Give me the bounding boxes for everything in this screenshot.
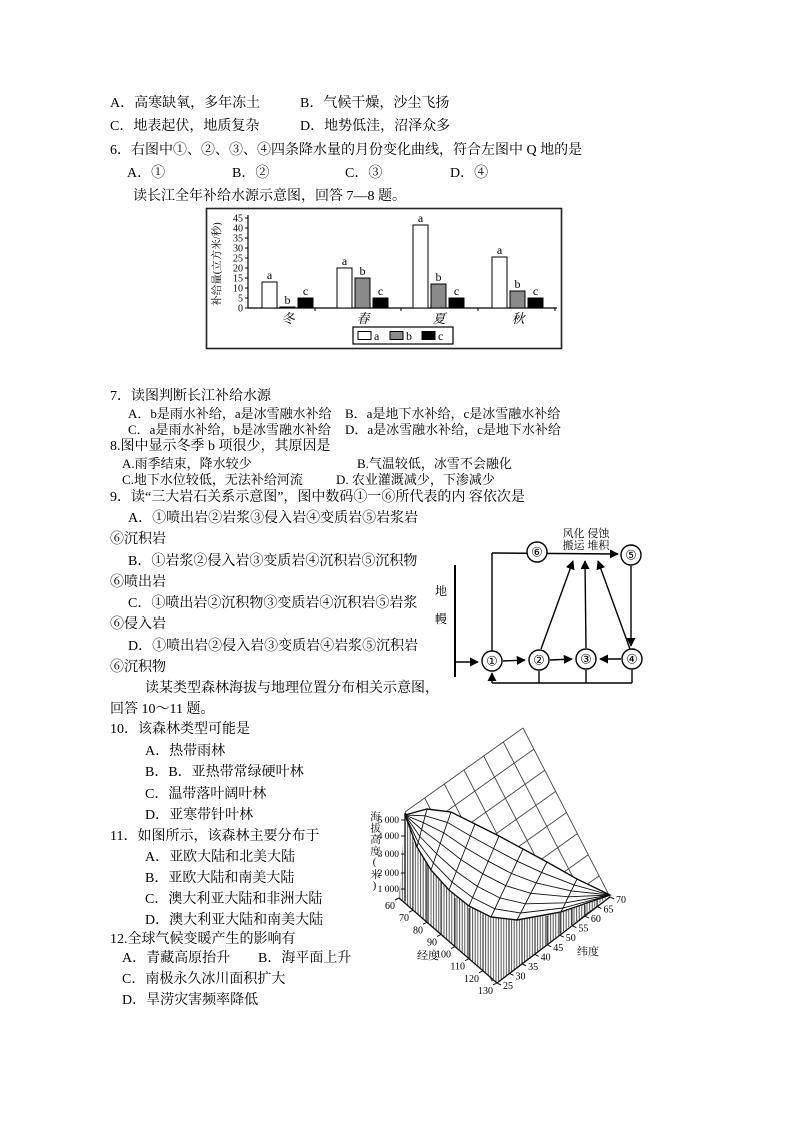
option: C．a是雨水补给，b是冰雪融水补给 (128, 422, 331, 437)
y-tick (597, 907, 601, 909)
option: D．旱涝灾害频率降低 (122, 993, 259, 1008)
mantle-label: 地 (434, 584, 448, 598)
option: C．③ (345, 166, 383, 181)
z-tick-label: 4 000 (377, 832, 399, 842)
node-label: ① (486, 653, 498, 669)
y-tick-label: 60 (590, 914, 601, 926)
x-category-label: 冬 (281, 311, 295, 326)
y-tick-label: 45 (233, 213, 243, 225)
y-tick-label: 65 (603, 904, 614, 916)
y-tick-label: 70 (616, 894, 627, 906)
bar-value-label: b (359, 264, 366, 278)
node-label: ⑤ (625, 547, 637, 563)
node-3 (576, 649, 596, 669)
process-label: 搬运 堆积 (562, 540, 610, 552)
y-tick-label: 20 (233, 263, 243, 275)
option: A．高寒缺氧，多年冻土 (110, 96, 261, 111)
bar-b (280, 307, 295, 308)
y-tick-label: 40 (540, 952, 551, 964)
bar-value-label: b (284, 293, 291, 307)
x-tick (423, 922, 427, 924)
bar-a (337, 268, 352, 308)
y-tick (572, 926, 576, 928)
bar-a (492, 257, 507, 308)
option: A．① (127, 166, 166, 181)
legend-label: b (406, 329, 412, 343)
y-tick-label: 15 (233, 273, 243, 285)
x-tick (437, 934, 441, 936)
option: B．B．亚热带常绿硬叶林 (145, 765, 304, 780)
arrow-3-up (585, 561, 586, 648)
option: C.地下水位较低，无法补给河流 (122, 472, 303, 487)
process-label: 风化 侵蚀 (562, 528, 610, 540)
option-wrap: ⑥沉积物 (110, 660, 166, 675)
x-tick (493, 983, 497, 985)
question-stem: 9．读“三大岩石关系示意图”，图中数码①一⑥所代表的内 容依次是 (110, 490, 525, 505)
x-tick-label: 60 (385, 901, 395, 912)
bar-c (298, 298, 313, 308)
option: B．海平面上升 (258, 951, 352, 966)
bar-a (262, 282, 277, 308)
question-stem: 12.全球气候变暖产生的影响有 (110, 932, 296, 947)
rock-cycle-diagram (430, 515, 680, 700)
y-tick-label: 30 (515, 971, 526, 983)
z-tick-label: 5 000 (377, 816, 399, 826)
bar-value-label: a (266, 268, 273, 282)
x-tick (479, 971, 483, 973)
y-tick-label: 0 (238, 303, 243, 315)
x-tick-label: 70 (399, 913, 409, 925)
bar-value-label: a (341, 254, 348, 268)
bar-value-label: b (435, 270, 442, 284)
y-tick-label: 35 (528, 961, 539, 973)
node-5 (621, 545, 641, 565)
arrow-1-to-2 (503, 660, 525, 661)
bar-value-label: a (496, 243, 503, 257)
node-label: ③ (580, 651, 592, 667)
y-tick-label: 10 (233, 283, 243, 295)
node-6 (527, 542, 547, 562)
y-tick-label: 50 (565, 933, 576, 945)
x-axis-title: 经度 (417, 950, 439, 962)
option: D．①喷出岩②侵入岩③变质岩④岩浆⑤沉积岩 (128, 639, 419, 654)
y-tick (497, 983, 501, 985)
bar-a (413, 225, 428, 308)
option: B.气温较低，冰雪不会融化 (357, 456, 512, 471)
option: B．气候干燥，沙尘飞扬 (300, 96, 450, 111)
figure-intro: 回答 10～11 题。 (110, 702, 215, 717)
elevation-surface-3d-chart (365, 712, 665, 1012)
node-1 (482, 651, 502, 671)
bar-value-label: a (417, 211, 424, 225)
bar-value-label: c (453, 284, 460, 298)
option: C．①喷出岩②沉积物③变质岩④沉积岩⑤岩浆 (128, 596, 418, 611)
figure-intro: 读某类型森林海拔与地理位置分布相关示意图， (145, 681, 439, 696)
x-category-label: 夏 (432, 311, 446, 326)
y-tick-label: 5 (238, 293, 243, 305)
bar-c (449, 298, 464, 308)
option: D．亚寒带针叶林 (145, 808, 254, 823)
x-tick-label: 100 (436, 949, 451, 961)
mantle-label: 幔 (434, 612, 448, 626)
question-stem: 6．右图中①、②、③、④四条降水量的月份变化曲线，符合左图中 Q 地的是 (110, 143, 583, 158)
option: B．亚欧大陆和南美大陆 (145, 871, 295, 886)
option: D．澳大利亚大陆和南美大陆 (145, 913, 324, 928)
bar-value-label: c (302, 284, 309, 298)
arrow-top-to-5 (492, 553, 618, 554)
y-tick-label: 25 (503, 981, 513, 992)
bar-b (355, 278, 370, 308)
bar-value-label: c (377, 284, 384, 298)
figure-intro: 读长江全年补给水源示意图，回答 7—8 题。 (133, 189, 406, 204)
y-tick (585, 916, 589, 918)
option: A．热带雨林 (145, 744, 226, 759)
option: B．a是地下水补给，c是冰雪融水补给 (345, 406, 561, 421)
legend-swatch-c (422, 332, 435, 340)
node-label: ④ (626, 651, 638, 667)
y-tick-label: 30 (233, 243, 243, 255)
x-tick (409, 910, 413, 912)
option: B．①岩浆②侵入岩③变质岩④沉积岩⑤沉积物 (128, 554, 418, 569)
option: C．澳大利亚大陆和非洲大陆 (145, 892, 323, 907)
arrow-2-up (541, 561, 573, 649)
y-tick-label: 40 (233, 223, 243, 235)
z-tick-label: 1 000 (377, 885, 399, 895)
legend-swatch-a (358, 332, 371, 340)
z-tick-label: 2 000 (377, 869, 399, 879)
water-supply-bar-chart (205, 207, 563, 350)
y-tick (610, 897, 614, 899)
x-tick-label: 80 (413, 925, 423, 937)
option: A．①喷出岩②岩浆③侵入岩④变质岩⑤岩浆岩 (128, 511, 419, 526)
arrow-4-up (598, 561, 630, 649)
option: D．地势低洼，沼泽众多 (300, 119, 451, 134)
y-tick-label: 55 (578, 923, 589, 935)
option: B．② (232, 166, 270, 181)
x-tick (395, 898, 399, 900)
x-tick (465, 959, 469, 961)
node-label: ⑥ (531, 544, 543, 560)
option: C．地表起伏，地质复杂 (110, 119, 260, 134)
x-tick-label: 130 (478, 985, 493, 997)
y-tick-label: 25 (233, 253, 243, 265)
option-wrap: ⑥喷出岩 (110, 575, 166, 590)
y-tick (547, 945, 551, 947)
x-tick-label: 110 (450, 961, 465, 973)
bar-c (373, 298, 388, 308)
option: D．④ (450, 166, 489, 181)
x-tick-label: 120 (464, 973, 479, 985)
y-tick-label: 45 (553, 942, 564, 954)
x-category-label: 秋 (511, 311, 525, 326)
node-label: ② (533, 652, 545, 668)
question-stem: 8.图中显示冬季 b 项很少，其原因是 (110, 439, 331, 454)
option-wrap: ⑥侵入岩 (110, 617, 166, 632)
option: D．a是冰雪融水补给，c是地下水补给 (345, 422, 561, 437)
bar-c (528, 298, 543, 308)
z-axis-title: 海拔高度(米) (369, 811, 380, 893)
option: A．青藏高原抬升 (122, 951, 231, 966)
option: C．南极永久冰川面积扩大 (122, 972, 286, 987)
bar-value-label: c (532, 284, 539, 298)
option-wrap: ⑥沉积岩 (110, 532, 166, 547)
option: A.雨季结束，降水较少 (122, 456, 252, 471)
question-stem: 7．读图判断长江补给水源 (110, 389, 271, 404)
y-tick (560, 935, 564, 937)
legend-label: a (374, 329, 380, 343)
y-tick-label: 35 (233, 233, 243, 245)
question-stem: 11．如图所示，该森林主要分布于 (110, 829, 320, 844)
bar-value-label: b (514, 277, 521, 291)
question-stem: 10．该森林类型可能是 (110, 722, 250, 737)
legend-swatch-b (390, 332, 403, 340)
y-tick (522, 964, 526, 966)
legend-label: c (438, 329, 444, 343)
option: A．b是雨水补给，a是冰雪融水补给 (128, 406, 332, 421)
option: A．亚欧大陆和北美大陆 (145, 850, 296, 865)
z-tick-label: 3 000 (377, 850, 399, 860)
x-category-label: 春 (356, 311, 370, 326)
y-axis-title: 纬度 (577, 946, 599, 958)
arrow-2-to-3 (550, 659, 572, 660)
x-tick (451, 947, 455, 949)
bar-b (431, 284, 446, 308)
option: C．温带落叶阔叶林 (145, 787, 267, 802)
option: D. 农业灌溉减少，下渗减少 (336, 472, 495, 487)
y-tick (535, 954, 539, 956)
node-4 (622, 649, 642, 669)
bar-b (510, 291, 525, 308)
node-2 (529, 650, 549, 670)
y-tick (510, 973, 514, 975)
y-axis-title: 补给量(立方米/秒) (212, 222, 223, 306)
x-tick-label: 90 (427, 937, 437, 949)
